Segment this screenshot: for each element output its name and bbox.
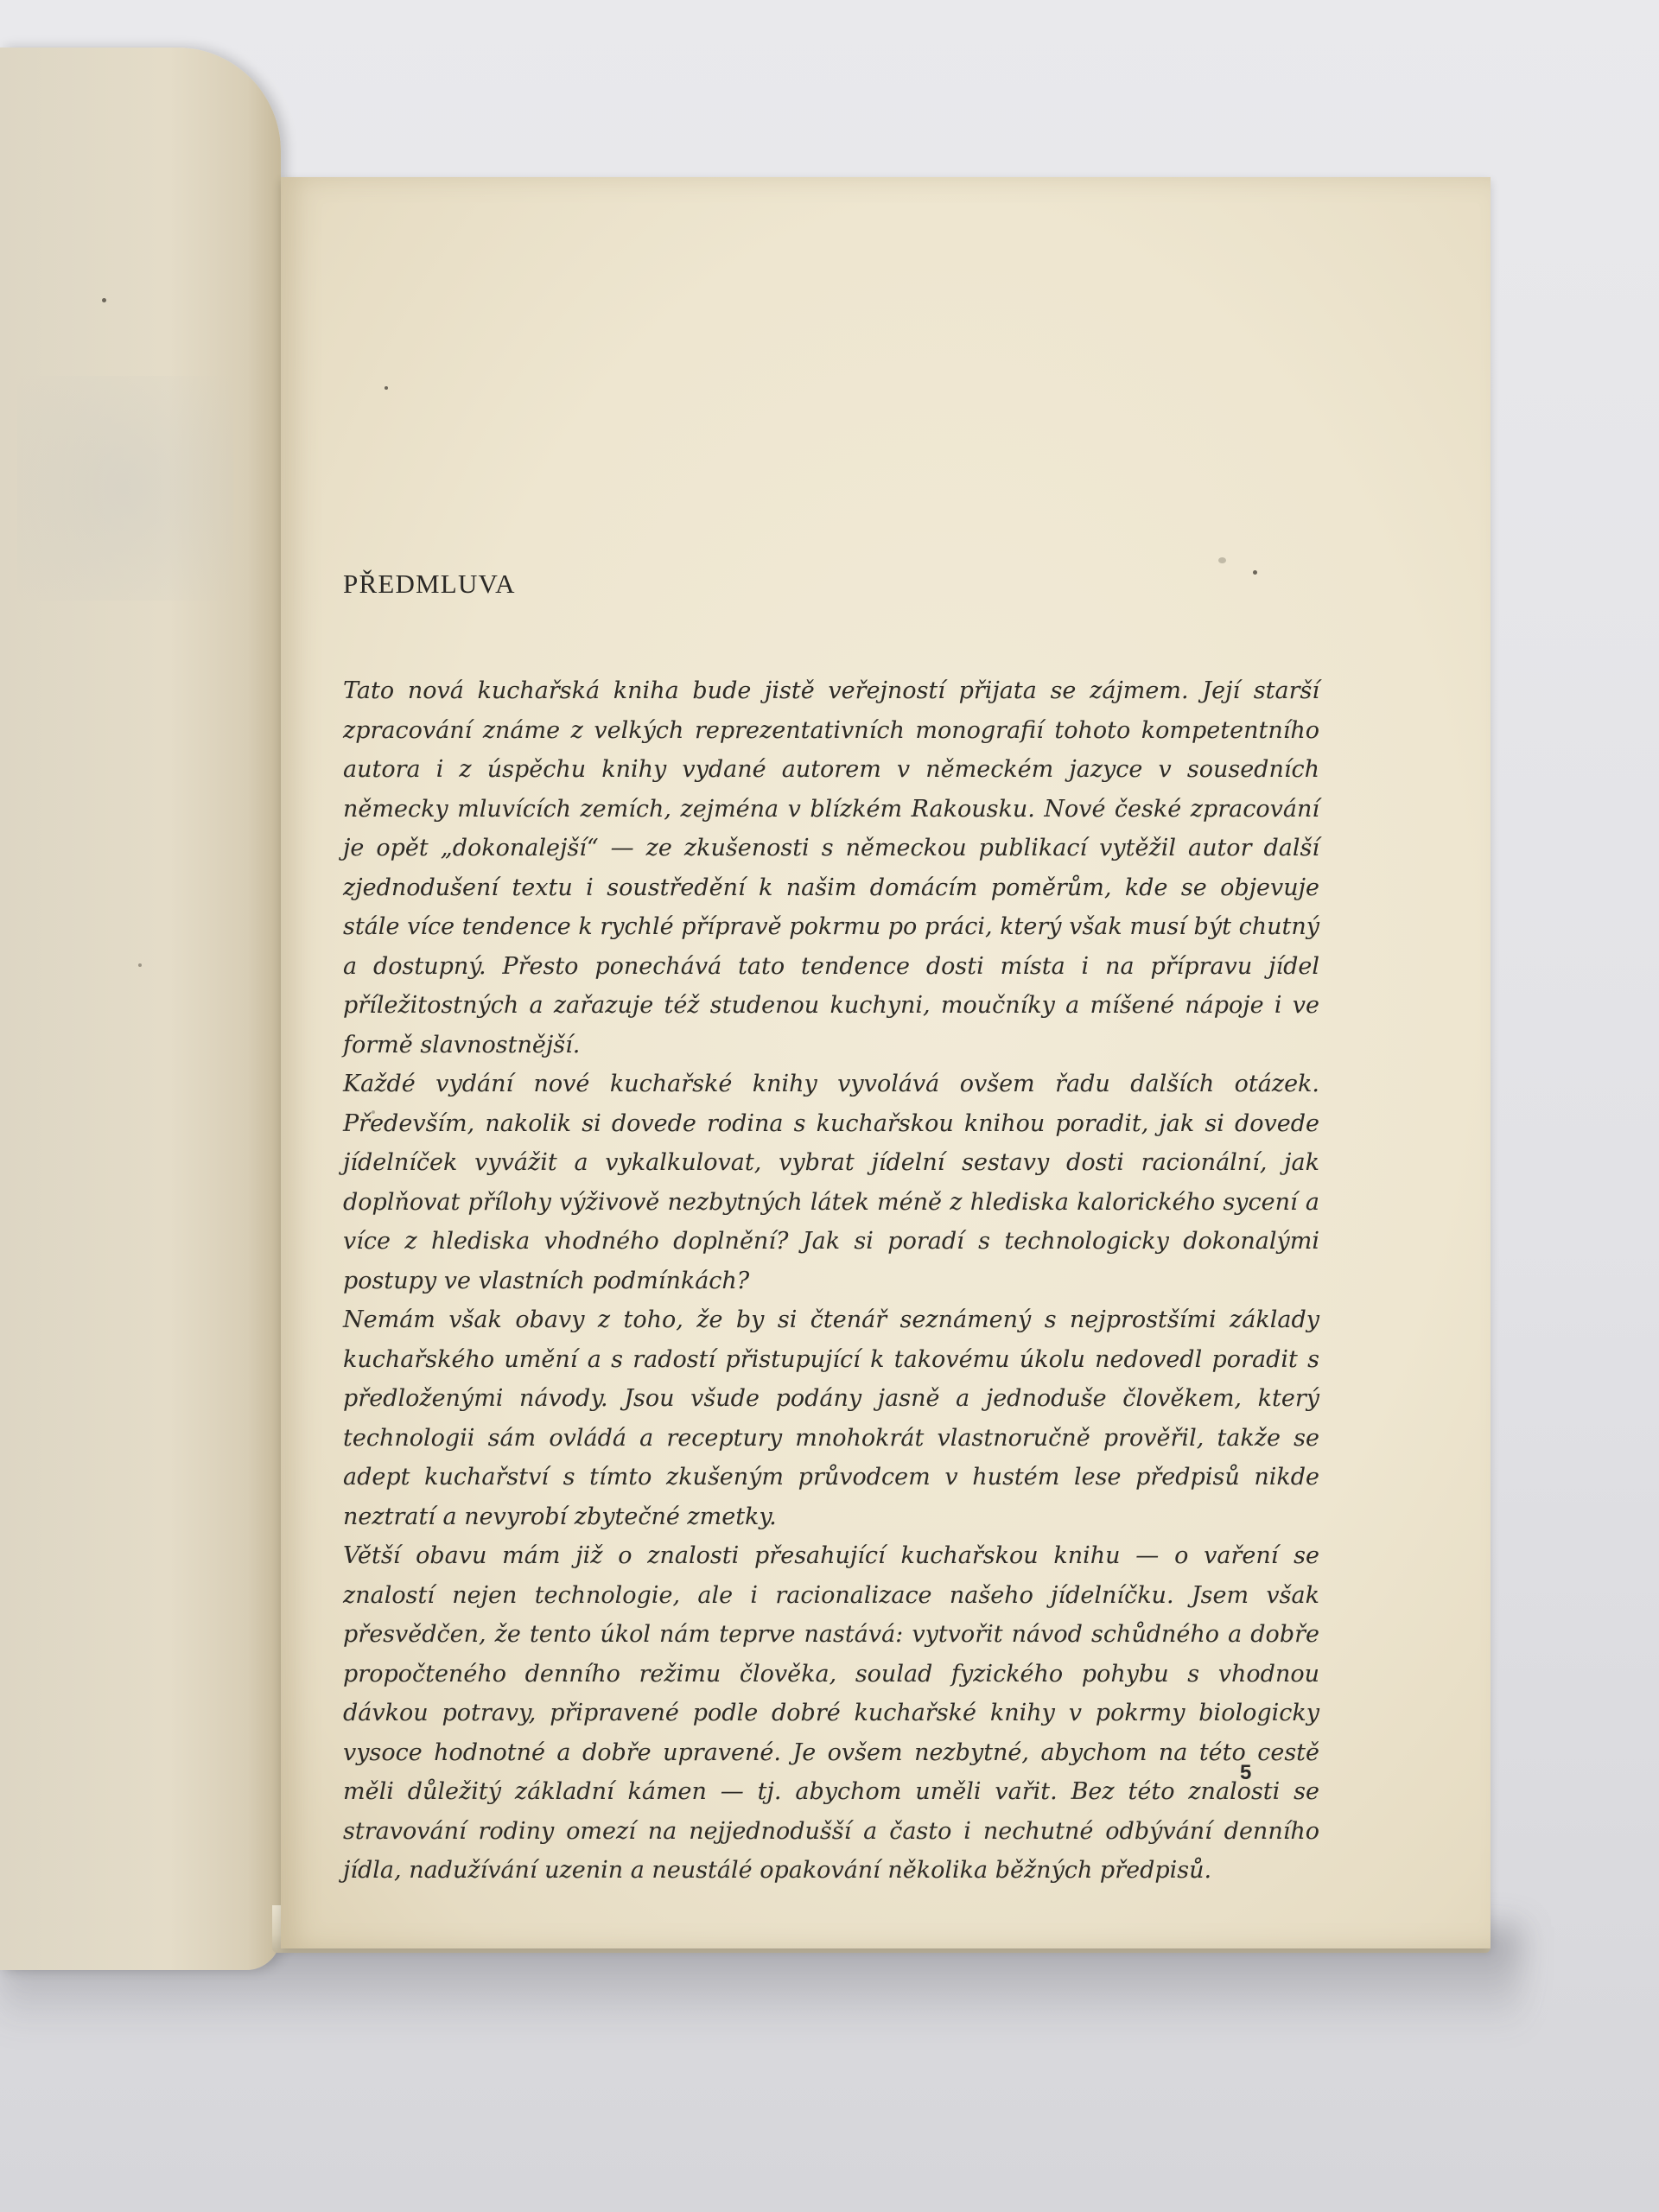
page-heading: PŘEDMLUVA [343,569,516,599]
paragraph: Každé vydání nové kuchařské knihy vyvolává ovšem řadu dalších otázek. Především, nakolik si dovede rodina s kuchařskou knihou poradit, jak si dovede jídelníček vyvážit a vykalkulovat, vybrat jídelní sestavy dosti racionální, jak doplňovat přílohy výživově nezbytných látek méně z hlediska kalorického sycení a více z hlediska vhodného doplnění? Jak si poradí s technologicky dokonalými postupy ve vlastních podmínkách? [343,1071,1319,1294]
page-number: 5 [1240,1761,1252,1784]
paper-speck [1218,557,1226,563]
paper-speck [385,386,388,390]
right-page [281,177,1491,1948]
paper-speck [102,298,106,302]
paper-speck [138,963,142,967]
body-text [343,671,1319,1891]
show-through-ghost [17,376,233,601]
paragraph: Nemám však obavy z toho, že by si čtenář seznámený s nejprostšími základy kuchařského umění a s radostí přistupující k takovému úkolu nedovedl poradit s předloženými návody. Jsou všude podány jasně a jednoduše člověkem, který technologii sám ovládá a receptury mnohokrát vlastnoručně prověřil, takže se adept kuchařství s tímto zkušeným průvodcem v hustém lese předpisů nikde neztratí a nevyrobí zbytečné zmetky. [343,1306,1319,1530]
left-page [0,48,281,1970]
paragraph: Tato nová kuchařská kniha bude jistě veřejností přijata se zájmem. Její starší zpracování známe z velkých reprezentativních monografií tohoto kompetentního autora i z úspěchu knihy vydané autorem v německém jazyce v sousedních německy mluvících zemích, zejména v blízkém Rakousku. Nové české zpracování je opět „dokonalejší“ — ze zkušenosti s německou publikací vytěžil autor další zjednodušení textu i soustředění k našim domácím poměrům, kde se objevuje stále více tendence k rychlé přípravě pokrmu po práci, který však musí být chutný a dostupný. Přesto ponechává tato tendence dosti místa i na přípravu jídel příležitostných a zařazuje též studenou kuchyni, moučníky a míšené nápoje i ve formě slavnostnější. [343,677,1319,1058]
paper-speck [1253,570,1257,575]
paragraph: Větší obavu mám již o znalosti přesahující kuchařskou knihu — o vaření se znalostí nejen technologie, ale i racionalizace našeho jídelníčku. Jsem však přesvědčen, že tento úkol nám teprve nastává: vytvořit návod schůdného a dobře propočteného denního režimu člověka, soulad fyzického pohybu s vhodnou dávkou potravy, připravené podle dobré kuchařské knihy v pokrmy biologicky vysoce hodnotné a dobře upravené. Je ovšem nezbytné, abychom na této cestě měli důležitý základní kámen — tj. abychom uměli vařit. Bez této znalosti se stravování rodiny omezí na nejjednodušší a často i nechutné odbývání denního jídla, nadužívání uzenin a neustálé opakování několika běžných předpisů. [343,1542,1319,1884]
